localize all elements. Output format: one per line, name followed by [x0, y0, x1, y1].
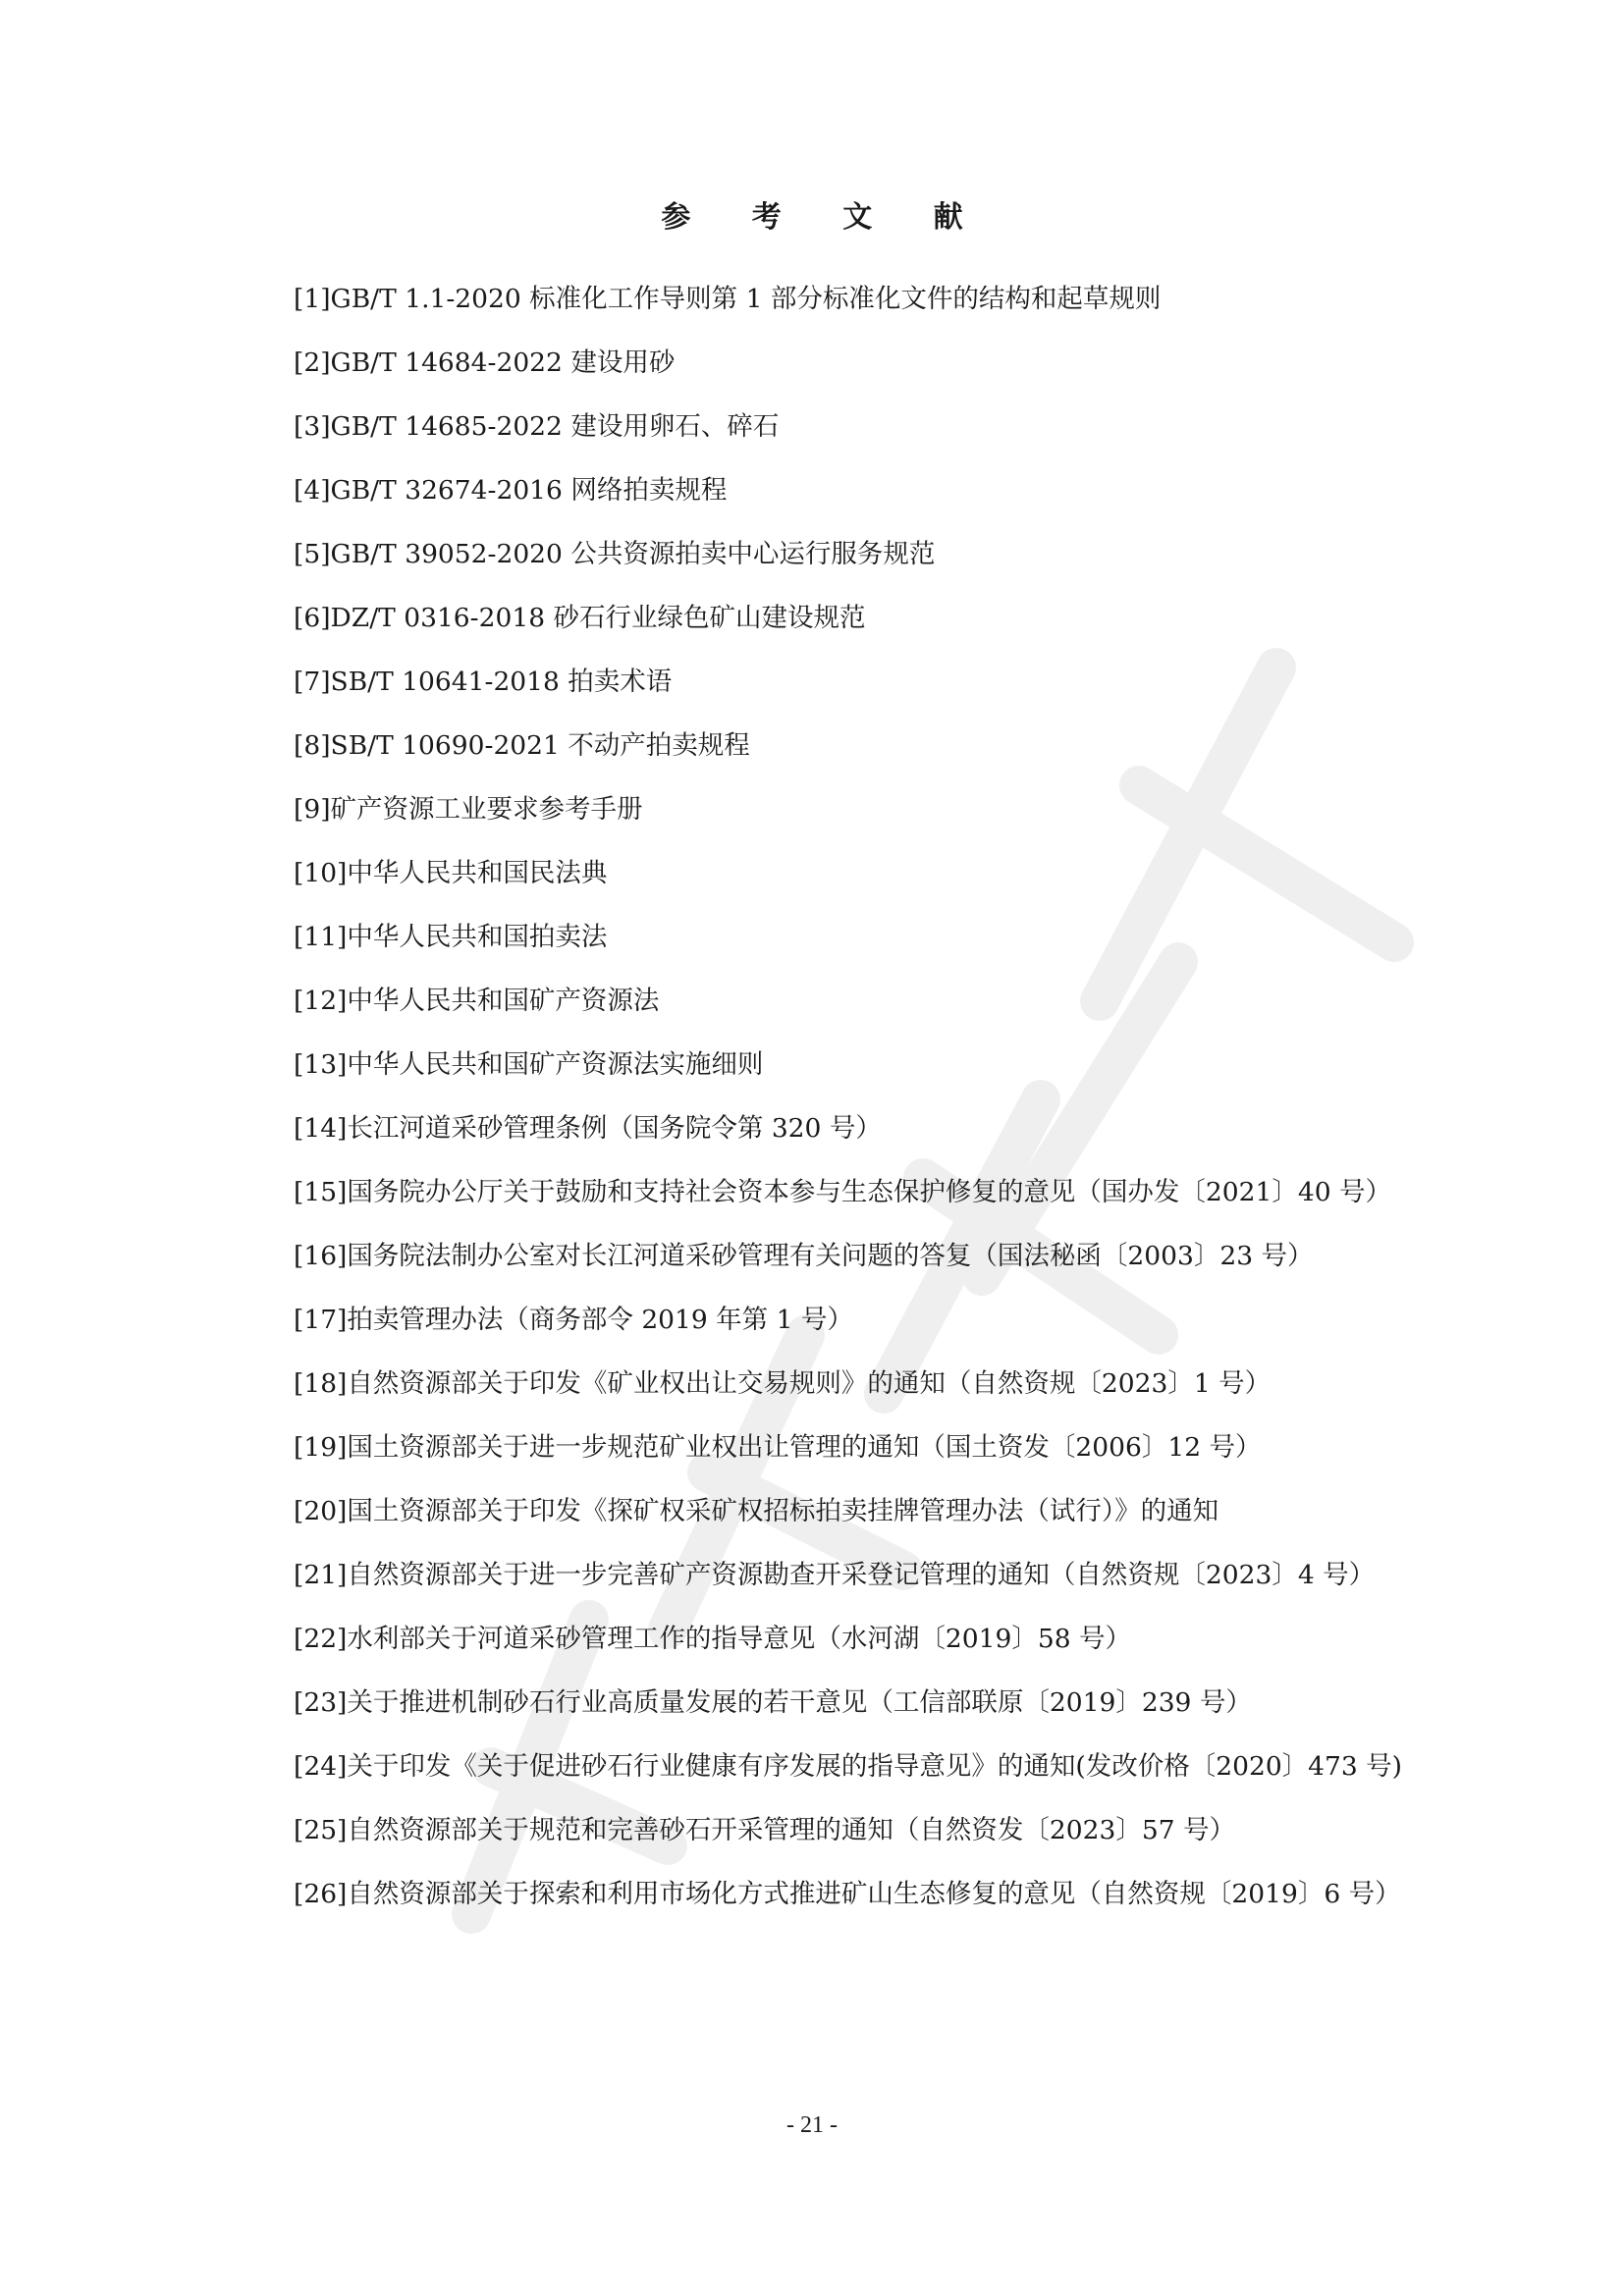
- page-number: - 21 -: [786, 2112, 838, 2138]
- reference-item: [23]关于推进机制砂石行业高质量发展的若干意见（工信部联原〔2019〕239 号）: [294, 1687, 1252, 1718]
- reference-item: [21]自然资源部关于进一步完善矿产资源勘查开采登记管理的通知（自然资规〔2023〕4 号）: [294, 1560, 1376, 1590]
- reference-item: [5]GB/T 39052-2020 公共资源拍卖中心运行服务规范: [294, 539, 936, 569]
- reference-item: [12]中华人民共和国矿产资源法: [294, 986, 660, 1016]
- reference-item: [14]长江河道采砂管理条例（国务院令第 320 号）: [294, 1113, 882, 1144]
- reference-item: [18]自然资源部关于印发《矿业权出让交易规则》的通知（自然资规〔2023〕1 号）: [294, 1368, 1272, 1399]
- reference-item: [11]中华人民共和国拍卖法: [294, 922, 608, 952]
- reference-item: [19]国土资源部关于进一步规范矿业权出让管理的通知（国土资发〔2006〕12 号）: [294, 1432, 1262, 1463]
- reference-item: [1]GB/T 1.1-2020 标准化工作导则第 1 部分标准化文件的结构和起草规则: [294, 284, 1162, 314]
- reference-item: [17]拍卖管理办法（商务部令 2019 年第 1 号）: [294, 1305, 853, 1335]
- reference-item: [9]矿产资源工业要求参考手册: [294, 794, 643, 825]
- reference-item: [22]水利部关于河道采砂管理工作的指导意见（水河湖〔2019〕58 号）: [294, 1624, 1131, 1654]
- reference-item: [13]中华人民共和国矿产资源法实施细则: [294, 1049, 764, 1080]
- reference-item: [20]国土资源部关于印发《探矿权采矿权招标拍卖挂牌管理办法（试行）》的通知: [294, 1496, 1219, 1526]
- reference-item: [6]DZ/T 0316-2018 砂石行业绿色矿山建设规范: [294, 603, 866, 633]
- reference-item: [3]GB/T 14685-2022 建设用卵石、碎石: [294, 411, 780, 442]
- reference-item: [24]关于印发《关于促进砂石行业健康有序发展的指导意见》的通知(发改价格〔2020〕473 号): [294, 1751, 1403, 1782]
- reference-item: [16]国务院法制办公室对长江河道采砂管理有关问题的答复（国法秘函〔2003〕23 号）: [294, 1241, 1314, 1271]
- reference-item: [2]GB/T 14684-2022 建设用砂: [294, 347, 676, 378]
- reference-item: [4]GB/T 32674-2016 网络拍卖规程: [294, 475, 728, 506]
- reference-item: [7]SB/T 10641-2018 拍卖术语: [294, 667, 673, 697]
- reference-list: [238, 267, 1437, 1926]
- reference-item: [8]SB/T 10690-2021 不动产拍卖规程: [294, 730, 750, 761]
- reference-item: [10]中华人民共和国民法典: [294, 858, 608, 888]
- reference-item: [15]国务院办公厅关于鼓励和支持社会资本参与生态保护修复的意见（国办发〔2021〕40 号）: [294, 1177, 1391, 1207]
- reference-item: [26]自然资源部关于探索和利用市场化方式推进矿山生态修复的意见（自然资规〔2019〕6 号）: [294, 1879, 1401, 1909]
- references-title: 参 考 文 献: [661, 200, 989, 235]
- reference-item: [25]自然资源部关于规范和完善砂石开采管理的通知（自然资发〔2023〕57 号）: [294, 1815, 1235, 1845]
